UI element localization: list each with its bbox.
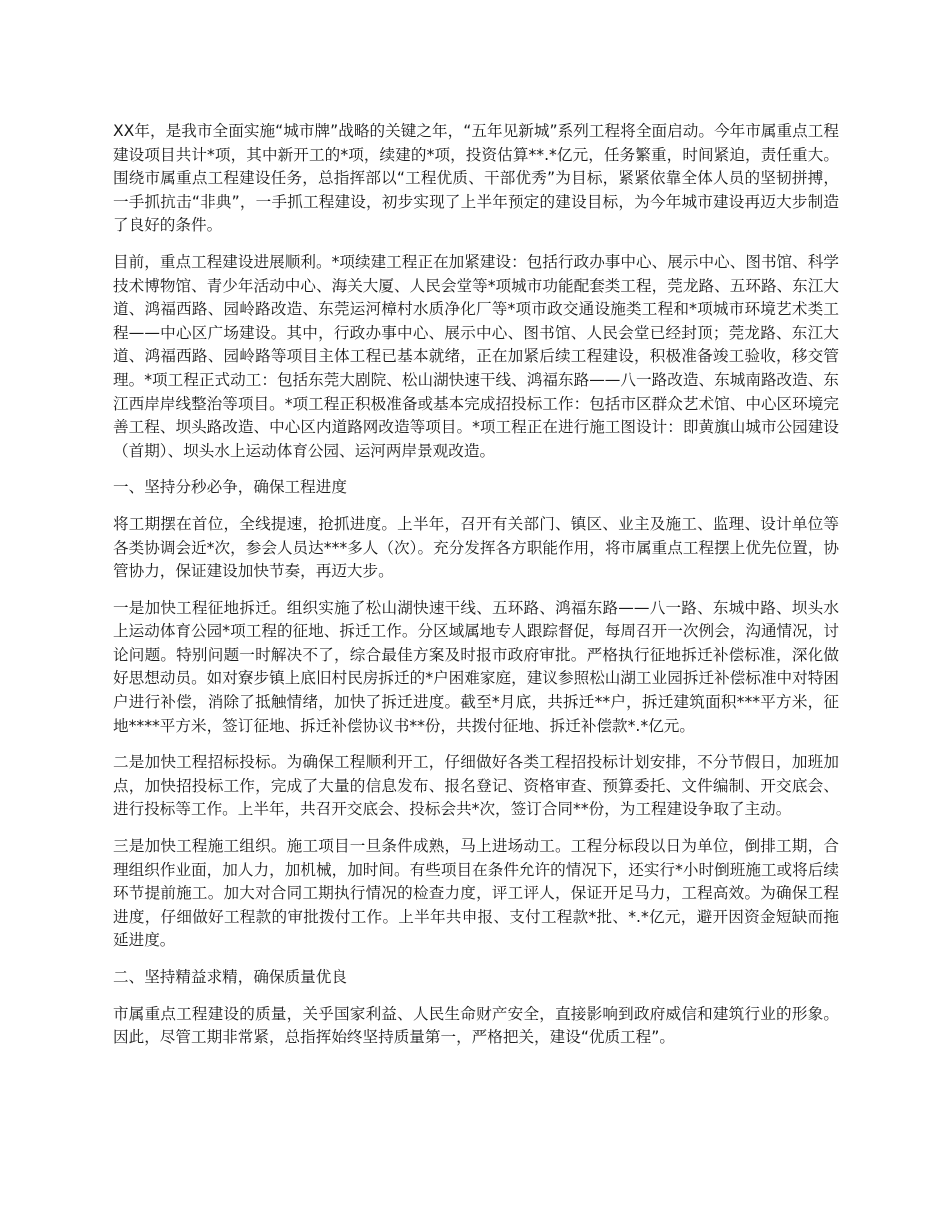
paragraph-intro: XX年，是我市全面实施“城市牌”战略的关键之年，“五年见新城”系列工程将全面启动。今年市属重点工程建设项目共计*项，其中新开工的*项，续建的*项，投资估算**.*亿元，任务繁重，时间紧迫，责任重大。围绕市属重点工程建设任务，总指挥部以“工程优质、干部优秀”为目标，紧紧依靠全体人员的坚韧拼搏，一手抓抗击“非典”，一手抓工程建设，初步实现了上半年预定的建设目标，为今年城市建设再迈大步制造了良好的条件。 (113, 122, 839, 235)
paragraph-schedule: 将工期摆在首位，全线提速，抢抓进度。上半年，召开有关部门、镇区、业主及施工、监理、设计单位等各类协调会近*次，参会人员达***多人（次）。充分发挥各方职能作用，将市属重点工程摆上优先位置，协管协力，保证建设加快节奏，再迈大步。 (113, 514, 839, 581)
document-body (113, 120, 839, 1063)
section-heading-1: 一、坚持分秒必争，确保工程进度 (113, 478, 347, 497)
section-heading-2: 二、坚持精益求精，确保质量优良 (113, 968, 347, 986)
paragraph-construction: 三是加快工程施工组织。施工项目一旦条件成熟，马上进场动工。工程分标段以日为单位，倒排工期，合理组织作业面，加人力，加机械，加时间。有些项目在条件允许的情况下，还实行*小时倒班施工或将后续环节提前施工。加大对合同工期执行情况的检查力度，评工评人，保证开足马力，工程高效。为确保工程进度，仔细做好工程款的审批拨付工作。上半年共申报、支付工程款*批、*.*亿元，避开因资金短缺而拖延进度。 (113, 837, 839, 950)
paragraph-progress: 目前，重点工程建设进展顺利。*项续建工程正在加紧建设：包括行政办事中心、展示中心、图书馆、科学技术博物馆、青少年活动中心、海关大厦、人民会堂等*项城市功能配套类工程，莞龙路、五环路、东江大道、鸿福西路、园岭路改造、东莞运河樟村水质净化厂等*项市政交通设施类工程和*项城市环境艺术类工程——中心区广场建设。其中，行政办事中心、展示中心、图书馆、人民会堂已经封顶；莞龙路、东江大道、鸿福西路、园岭路等项目主体工程已基本就绪，正在加紧后续工程建设，积极准备竣工验收，移交管理。*项工程正式动工：包括东莞大剧院、松山湖快速干线、鸿福东路——八一路改造、东城南路改造、东江西岸岸线整治等项目。*项工程正积极准备或基本完成招投标工作：包括市区群众艺术馆、中心区环境完善工程、坝头路改造、中心区内道路网改造等项目。*项工程正在进行施工图设计：即黄旗山城市公园建设（首期）、坝头水上运动体育公园、运河两岸景观改造。 (113, 252, 839, 460)
paragraph-quality: 市属重点工程建设的质量，关乎国家利益、人民生命财产安全，直接影响到政府威信和建筑行业的形象。因此，尽管工期非常紧，总指挥始终坚持质量第一，严格把关，建设“优质工程”。 (113, 1004, 839, 1047)
paragraph-bidding: 二是加快工程招标投标。为确保工程顺利开工，仔细做好各类工程招投标计划安排，不分节假日，加班加点，加快招投标工作，完成了大量的信息发布、报名登记、资格审查、预算委托、文件编制、开交底会、进行投标等工作。上半年，共召开交底会、投标会共*次，签订合同**份，为工程建设争取了主动。 (113, 753, 839, 819)
paragraph-land-acquisition: 一是加快工程征地拆迁。组织实施了松山湖快速干线、五环路、鸿福东路——八一路、东城中路、坝头水上运动体育公园*项工程的征地、拆迁工作。分区域属地专人跟踪督促，每周召开一次例会，沟通情况，讨论问题。特别问题一时解决不了，综合最佳方案及时报市政府审批。严格执行征地拆迁补偿标准，深化做好思想动员。如对寮步镇上底旧村民房拆迁的*户困难家庭，建议参照松山湖工业园拆迁补偿标准中对特困户进行补偿，消除了抵触情绪，加快了拆迁进度。截至*月底，共拆迁**户，拆迁建筑面积***平方米，征地****平方米，签订征地、拆迁补偿协议书**份，共拨付征地、拆迁补偿款*.*亿元。 (113, 598, 839, 735)
